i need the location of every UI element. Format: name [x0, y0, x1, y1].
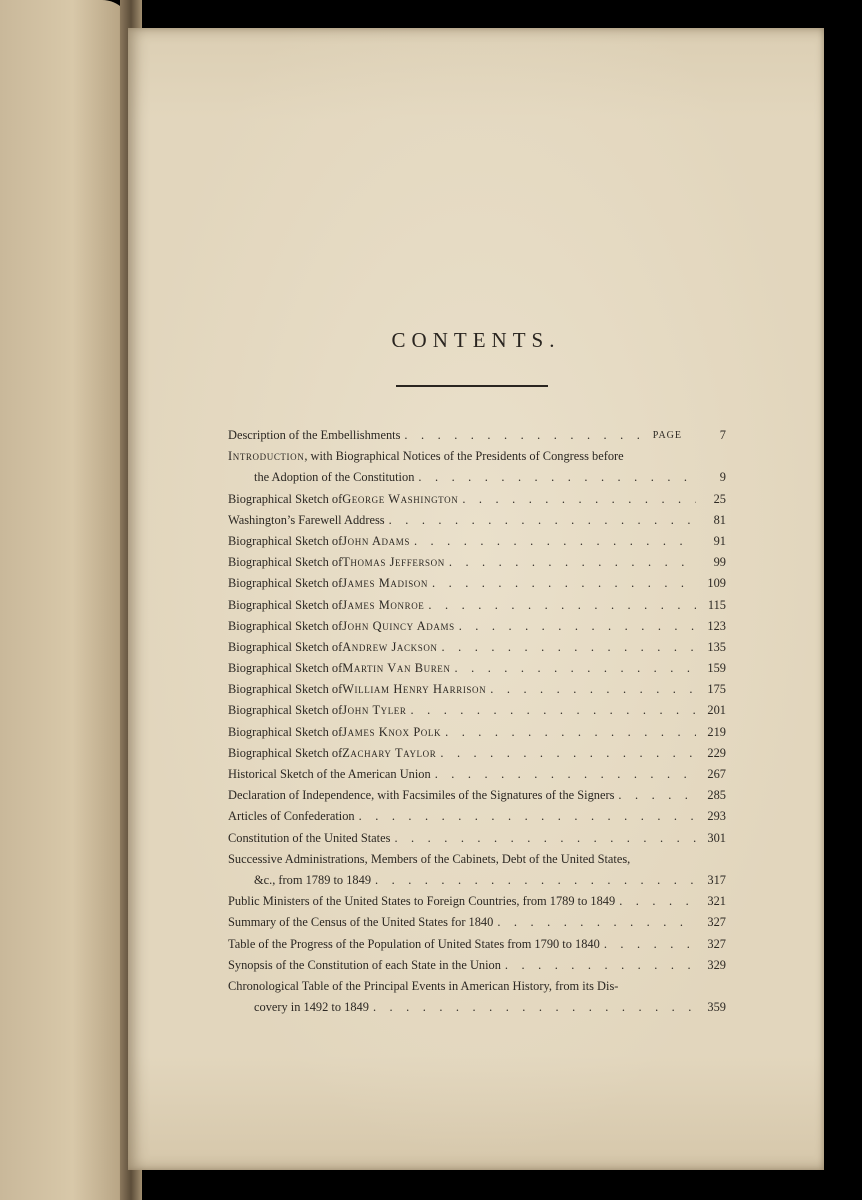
toc-entry-name: William Henry Harrison: [342, 682, 487, 697]
toc-page-number: 99: [713, 555, 726, 570]
toc-row: [228, 997, 726, 1018]
toc-entry-name: Andrew Jackson: [342, 639, 438, 654]
toc-leader-dots: [600, 934, 696, 955]
toc-row: [228, 595, 726, 616]
toc-entry-name: George Washington: [342, 491, 459, 506]
toc-entry-label: covery in 1492 to 1849: [254, 1000, 369, 1015]
toc-row: [228, 722, 726, 743]
toc-page-number: 229: [707, 745, 726, 760]
toc-page-number: 159: [707, 661, 726, 676]
toc-entry-name: Thomas Jefferson: [342, 555, 445, 570]
toc-leader-dots: [455, 616, 696, 637]
toc-page-number: 267: [707, 767, 726, 781]
toc-leader-dots: [486, 679, 696, 700]
toc-row: [228, 828, 726, 849]
toc-entry-label: Description of the Embellishments: [228, 428, 401, 442]
toc-entry-label: Historical Sketch of the American Union: [228, 767, 431, 781]
toc-entry-name: James Monroe: [342, 597, 425, 612]
toc-page-number: 175: [707, 682, 726, 697]
toc-row: [228, 679, 726, 700]
toc-entry-name: John Adams: [342, 533, 410, 548]
toc-leader-dots: [385, 510, 696, 531]
toc-row: [228, 467, 726, 488]
toc-entry-label: Biographical Sketch of: [228, 491, 343, 506]
toc-row: [228, 955, 726, 976]
toc-row: [228, 616, 726, 637]
toc-entry-label: Biographical Sketch of: [228, 639, 343, 654]
toc-entry-label: Public Ministers of the United States to Foreign Countries, from 1789 to 1849: [228, 894, 616, 909]
toc-entry-label: Summary of the Census of the United States for 1840: [228, 915, 494, 930]
toc-entry-name: Introduction: [228, 449, 305, 464]
toc-entry-label: Constitution of the United States: [228, 830, 391, 845]
toc-leader-dots: [615, 891, 696, 912]
toc-leader-dots: [428, 573, 696, 594]
toc-leader-dots: [400, 425, 652, 446]
toc-entry-name: James Madison: [342, 576, 428, 591]
toc-leader-dots: [614, 785, 696, 806]
toc-page-number: 301: [707, 830, 726, 845]
toc-entry-label: Successive Administrations, Members of the Cabinets, Debt of the United States,: [228, 851, 631, 866]
toc-leader-dots: [458, 489, 696, 510]
toc-leader-dots: [407, 700, 696, 721]
toc-page-number: 285: [707, 788, 726, 803]
toc-entry-name: John Tyler: [342, 703, 407, 718]
toc-page-number: 219: [707, 724, 726, 739]
toc-entry-label: Chronological Table of the Principal Events in American History, from its Dis-: [228, 978, 619, 993]
toc-entry-label: Synopsis of the Constitution of each State in the Union: [228, 957, 501, 972]
toc-entry-label: &c., from 1789 to 1849: [254, 872, 372, 887]
toc-leader-dots: [390, 828, 696, 849]
toc-page-number: 327: [707, 915, 726, 930]
table-of-contents: [228, 425, 726, 1018]
toc-row: [228, 743, 726, 764]
toc-entry-label: Articles of Confederation: [228, 809, 355, 824]
toc-page-number: 201: [707, 703, 726, 718]
toc-entry-label: , with Biographical Notices of the Presidents of Congress before: [304, 449, 624, 464]
toc-leader-dots: [414, 467, 696, 488]
toc-page-number: 115: [707, 597, 726, 612]
toc-leader-dots: [410, 531, 696, 552]
toc-page-number: 327: [707, 936, 726, 951]
toc-entry-label: Biographical Sketch of: [228, 618, 343, 633]
toc-leader-dots: [371, 870, 696, 891]
toc-row: [228, 849, 726, 870]
toc-leader-dots: [369, 997, 696, 1018]
toc-page-number: 135: [707, 639, 726, 654]
toc-page-number: 7: [719, 428, 726, 442]
toc-page-number: 321: [707, 894, 726, 909]
toc-row: [228, 912, 726, 933]
toc-page-number: 109: [707, 576, 726, 591]
toc-leader-dots: [355, 806, 696, 827]
toc-leader-dots: [451, 658, 696, 679]
toc-row: [228, 573, 726, 594]
toc-entry-label: Biographical Sketch of: [228, 576, 343, 591]
toc-row: [228, 891, 726, 912]
toc-page-number: 91: [713, 533, 726, 548]
toc-page-number: 293: [707, 809, 726, 824]
toc-entry-label: Biographical Sketch of: [228, 745, 343, 760]
toc-entry-label: Biographical Sketch of: [228, 661, 343, 676]
toc-entry-name: Zachary Taylor: [342, 745, 437, 760]
toc-row: [228, 489, 726, 510]
toc-entry-label: Biographical Sketch of: [228, 555, 343, 570]
toc-entry-label: Declaration of Independence, with Facsimiles of the Signatures of the Signers: [228, 788, 615, 803]
toc-entry-label: Biographical Sketch of: [228, 533, 343, 548]
toc-page-number: 329: [707, 957, 726, 972]
toc-leader-dots: [424, 595, 696, 616]
toc-leader-dots: [501, 955, 696, 976]
toc-row: [228, 870, 726, 891]
title-rule: [396, 385, 548, 387]
toc-leader-dots: [431, 764, 696, 785]
toc-row: [228, 976, 726, 997]
page-title: CONTENTS.: [391, 328, 561, 352]
toc-page-number: 81: [713, 512, 726, 527]
toc-entry-name: Martin Van Buren: [342, 661, 451, 676]
toc-row: [228, 764, 726, 785]
toc-entry-label: Biographical Sketch of: [228, 682, 343, 697]
toc-entry-name: James Knox Polk: [342, 724, 442, 739]
toc-row: [228, 806, 726, 827]
toc-row: [228, 531, 726, 552]
toc-entry-label: Biographical Sketch of: [228, 724, 343, 739]
toc-row: [228, 934, 726, 955]
toc-leader-dots: [493, 912, 696, 933]
toc-leader-dots: [438, 637, 696, 658]
toc-entry-label: Biographical Sketch of: [228, 703, 343, 718]
toc-entry-label: Biographical Sketch of: [228, 597, 343, 612]
toc-page-number: 9: [719, 470, 726, 485]
toc-page-number: 317: [707, 872, 726, 887]
toc-row: [228, 785, 726, 806]
left-page-edge: [0, 0, 132, 1200]
toc-leader-dots: [436, 743, 696, 764]
toc-row: [228, 446, 726, 467]
toc-entry-label: the Adoption of the Constitution: [254, 470, 415, 485]
toc-entry-name: John Quincy Adams: [342, 618, 455, 633]
toc-row: [228, 700, 726, 721]
toc-row: [228, 637, 726, 658]
toc-row: [228, 510, 726, 531]
toc-entry-label: Table of the Progress of the Population of United States from 1790 to 1840: [228, 936, 600, 951]
contents-page: [128, 28, 824, 1170]
toc-page-number: 25: [713, 491, 726, 506]
toc-row: [228, 552, 726, 573]
toc-leader-dots: [445, 552, 696, 573]
toc-page-number: 123: [707, 618, 726, 633]
toc-page-number: 359: [707, 1000, 726, 1015]
toc-row: [228, 425, 726, 446]
toc-entry-label: Washington’s Farewell Address: [228, 512, 385, 527]
page-marker: PAGE: [652, 430, 682, 441]
toc-row: [228, 658, 726, 679]
toc-leader-dots: [441, 722, 696, 743]
